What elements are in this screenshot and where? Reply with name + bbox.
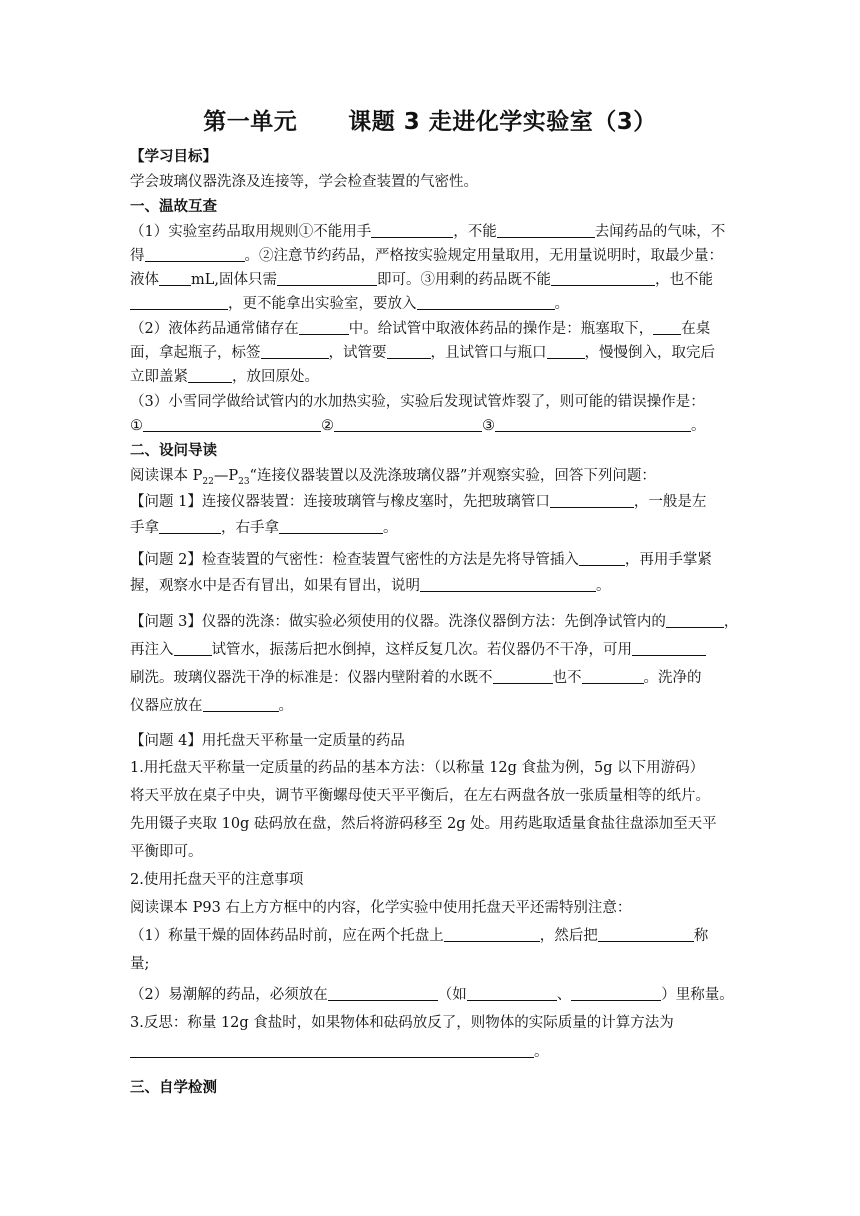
question-3-line1: 【问题 3】仪器的洗涤：做实验必须使用的仪器。洗涤仪器倒方法：先倒净试管内的 ， — [130, 614, 739, 630]
blank — [130, 1043, 534, 1058]
question-4-step1: 1.用托盘天平称量一定质量的药品的基本方法：（以称量 12g 食盐为例，5g 以下用游码） — [130, 760, 705, 776]
question-4-step1c: 先用镊子夹取 10g 砝码放在盘，然后将游码移至 2g 处。用药匙取适量食盐往盘添加至天平 — [130, 816, 717, 832]
question-4-step2a: 阅读课本 P93 右上方方框中的内容，化学实验中使用托盘天平还需特别注意： — [130, 900, 632, 916]
blank — [571, 986, 661, 1001]
question-3-line4: 仪器应放在 。 — [130, 698, 293, 714]
blank — [145, 247, 245, 262]
review-q2-line2: 面，拿起瓶子，标签 ，试管要 ，且试管口与瓶口 ，慢慢倒入，取完后 — [130, 345, 715, 361]
question-4-step2: 2.使用托盘天平的注意事项 — [130, 872, 304, 888]
review-q1-line4: ，更不能拿出实验室，要放入 。 — [130, 294, 734, 314]
blank — [551, 271, 655, 286]
question-4-heading: 【问题 4】用托盘天平称量一定质量的药品 — [130, 733, 405, 749]
guide-intro: 阅读课本 $P_{22}—P_{23}“$连接仪器装置以及洗涤玻璃仪器”并观察实验，回答下列问题： — [130, 468, 656, 487]
blank — [143, 417, 321, 432]
review-q3-line2: ① ② ③ 。 — [130, 418, 706, 434]
blank — [582, 669, 644, 684]
blank — [547, 344, 585, 359]
blank — [444, 927, 540, 942]
question-4-step2b: （1）称量干燥的固体药品时前，应在两个托盘上 ，然后把 称 — [130, 928, 709, 944]
blank — [632, 641, 706, 656]
blank — [666, 613, 724, 628]
review-heading: 一、温故互查 — [130, 199, 217, 215]
question-4-step3: 3.反思：称量 12g 食盐时，如果物体和砝码放反了，则物体的实际质量的计算方法为 — [130, 1015, 674, 1031]
question-2-line2: 握，观察水中是否有冒出，如果有冒出，说明 。 — [130, 578, 611, 594]
review-q2-line3: 立即盖紧 ，放回原处。 — [130, 369, 319, 385]
question-4-step2b-cont: 量; — [130, 956, 150, 972]
question-2-line1: 【问题 2】检查装置的气密性：检查装置气密性的方法是先将导管插入 ，再用手掌紧 — [130, 552, 712, 568]
blank — [328, 986, 438, 1001]
blank — [495, 417, 691, 432]
guide-heading: 二、设问导读 — [130, 443, 217, 459]
blank — [279, 519, 383, 534]
blank — [371, 223, 453, 238]
question-4-step3-answer: 。 — [130, 1042, 734, 1062]
page-title: 第一单元 课题 3 走进化学实验室（3） — [203, 109, 657, 135]
blank — [420, 577, 596, 592]
blank — [550, 493, 634, 508]
question-1-line2: 手拿 ，右手拿 。 — [130, 520, 398, 536]
blank — [467, 986, 557, 1001]
blank — [299, 320, 349, 335]
blank — [188, 368, 232, 383]
question-1-line1: 【问题 1】连接仪器装置：连接玻璃管与橡皮塞时，先把玻璃管口 ，一般是左 — [130, 494, 707, 510]
question-4-step2c: （2）易潮解的药品，必须放在 （如 、 ）里称量。 — [130, 987, 734, 1003]
blank — [261, 344, 329, 359]
review-q1-line2: 得 。②注意节约药品，严格按实验规定用量取用，无用量说明时，取最少量： — [130, 248, 723, 264]
review-q2-line1: （2）液体药品通常储存在 中。给试管中取液体药品的操作是：瓶塞取下， 在桌 — [130, 321, 711, 337]
blank — [334, 417, 482, 432]
review-q3-line1: （3）小雪同学做给试管内的水加热实验，实验后发现试管炸裂了，则可能的错误操作是： — [130, 394, 705, 410]
blank — [493, 669, 553, 684]
blank — [387, 344, 431, 359]
blank — [174, 641, 212, 656]
blank — [653, 320, 681, 335]
blank — [277, 271, 377, 286]
question-3-line3: 刷洗。玻璃仪器洗干净的标准是：仪器内壁附着的水既不 也不 。洗净的 — [130, 670, 702, 686]
blank — [159, 519, 221, 534]
selftest-heading: 三、自学检测 — [130, 1080, 217, 1096]
question-4-step1d: 平衡即可。 — [130, 844, 203, 860]
review-q1-line1: （1）实验室药品取用规则①不能用手 ，不能 去闻药品的气味，不 — [130, 224, 726, 240]
question-3-line2: 再注入 试管水，振荡后把水倒掉，这样反复几次。若仪器仍不干净，可用 — [130, 640, 734, 660]
question-4-step1b: 将天平放在桌子中央，调节平衡螺母使天平平衡后，在左右两盘各放一张质量相等的纸片。 — [130, 788, 710, 804]
objectives-heading: 【学习目标】 — [130, 149, 217, 165]
blank — [598, 927, 694, 942]
blank — [203, 697, 279, 712]
objectives-text: 学会玻璃仪器洗涤及连接等，学会检查装置的气密性。 — [130, 174, 478, 190]
blank — [579, 551, 625, 566]
blank — [159, 271, 191, 286]
blank — [497, 223, 595, 238]
blank — [130, 295, 228, 310]
review-q1-line3: 液体 mL,固体只需 即可。③用剩的药品既不能 ，也不能 — [130, 272, 713, 288]
blank — [417, 295, 555, 310]
